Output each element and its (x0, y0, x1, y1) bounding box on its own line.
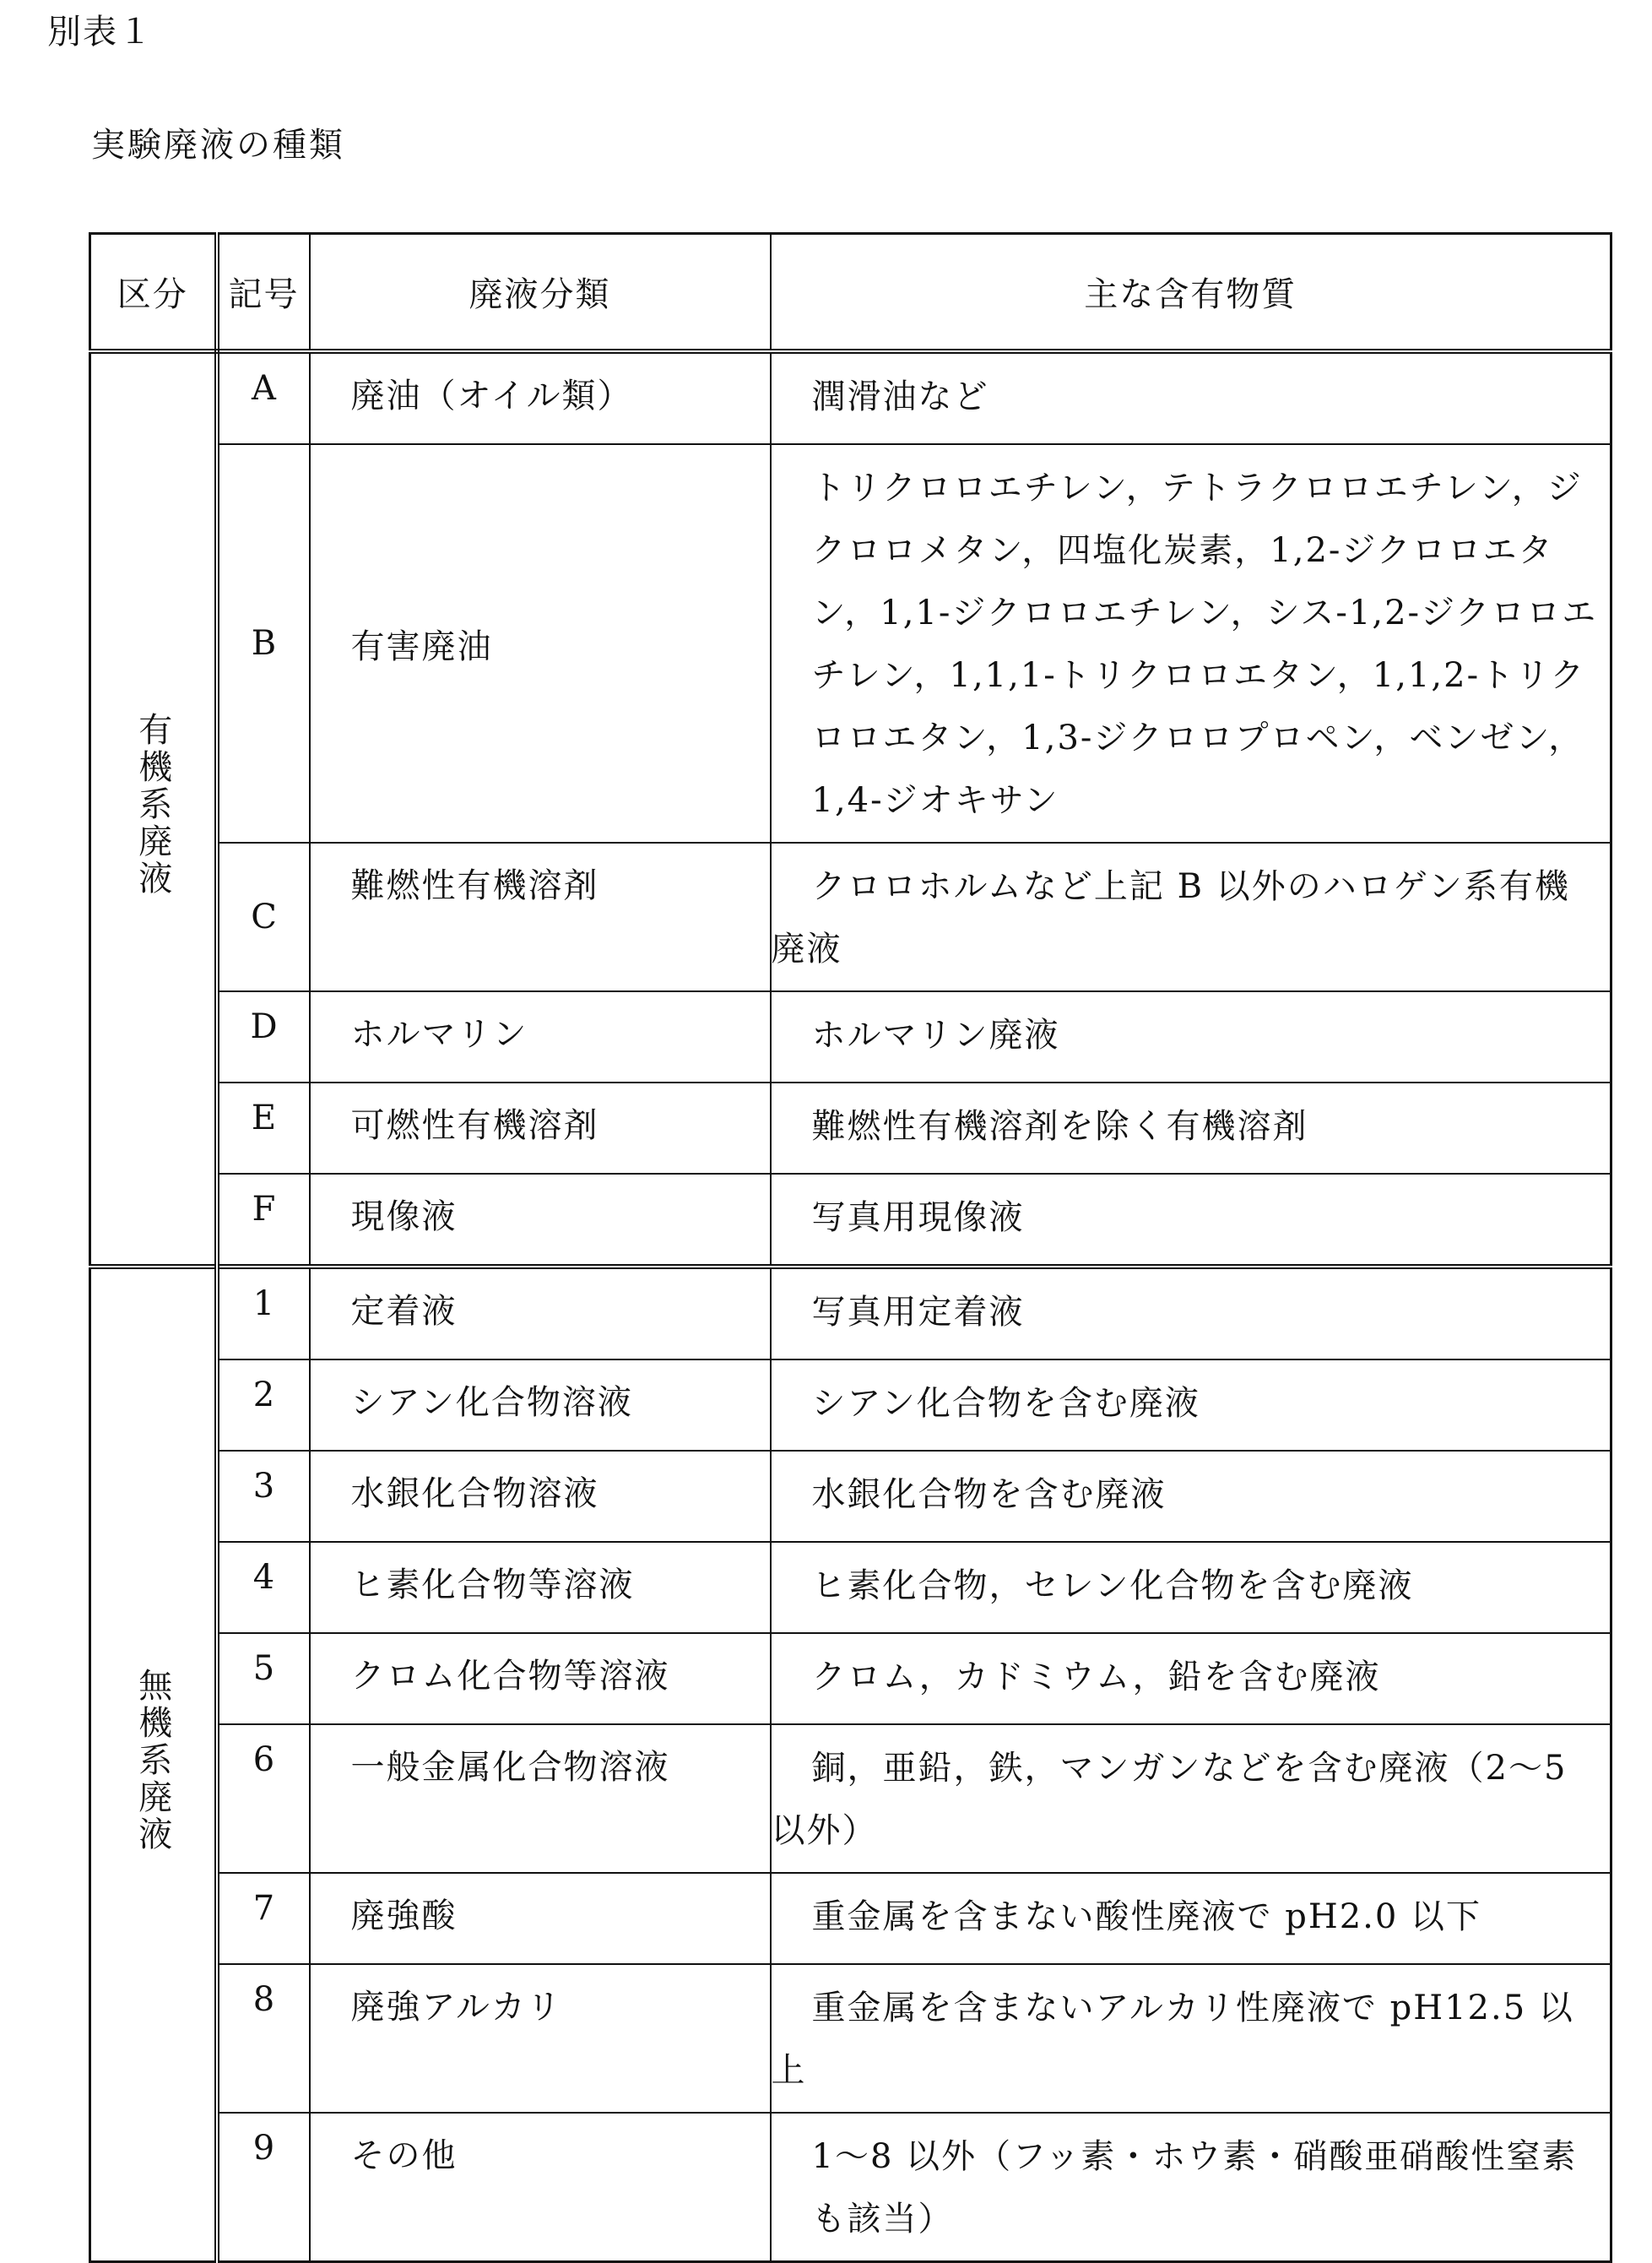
classification-cell: クロム化合物等溶液 (310, 1633, 771, 1724)
table-row (90, 1083, 1611, 1174)
table-row (90, 444, 1611, 843)
substances-cell (771, 843, 1611, 991)
substances-cell (771, 1359, 1611, 1451)
category-cell-organic (90, 351, 217, 1267)
header-code: 記号 (217, 234, 310, 352)
table-row (90, 2113, 1611, 2262)
table-row (90, 1964, 1611, 2113)
code-cell: 1 (217, 1267, 310, 1359)
substances-cell (771, 351, 1611, 444)
table-row (90, 1174, 1611, 1267)
table-row (90, 1633, 1611, 1724)
code-cell: 5 (217, 1633, 310, 1724)
category-cell-inorganic (90, 1267, 217, 2262)
substances-text: 難燃性有機溶剤を除く有機溶剤 (811, 1107, 1308, 1146)
header-substances: 主な含有物質 (771, 234, 1611, 352)
substances-text: ホルマリン廃液 (811, 1016, 1060, 1055)
code-cell: A (217, 351, 310, 444)
substances-text: 重金属を含まない酸性廃液で pH2.0 以下 (811, 1897, 1482, 1936)
substances-text: 重金属を含まないアルカリ性廃液で pH12.5 以上 (771, 1989, 1574, 2090)
table-row (90, 1724, 1611, 1873)
substances-cell (771, 1873, 1611, 1964)
code-cell: D (217, 991, 310, 1083)
classification-cell: その他 (310, 2113, 771, 2262)
substances-cell (771, 1083, 1611, 1174)
code-cell: C (217, 843, 310, 991)
table-row (90, 1359, 1611, 1451)
code-cell: 8 (217, 1964, 310, 2113)
code-cell: 3 (217, 1451, 310, 1542)
substances-text: トリクロロエチレン，テトラクロロエチレン，ジクロロメタン，四塩化炭素，1,2-ジクロロエタン，1,1-ジクロロエチレン，シス-1,2-ジクロロエチレン，1,1,1-トリクロロエタン，1,1,2-トリクロロエタン，1,3-ジクロロプロペン，ベンゼン，1,4-ジオキサン (811, 469, 1598, 820)
classification-cell: 廃強アルカリ (310, 1964, 771, 2113)
category-label: 有機系廃液 (133, 712, 172, 898)
substances-cell (771, 1174, 1611, 1267)
waste-liquid-table (89, 232, 1612, 2263)
substances-cell (771, 1267, 1611, 1359)
code-cell: 9 (217, 2113, 310, 2262)
substances-cell (771, 1724, 1611, 1873)
table-row (90, 843, 1611, 991)
code-cell: 6 (217, 1724, 310, 1873)
classification-cell: 有害廃油 (310, 444, 771, 843)
classification-cell: 一般金属化合物溶液 (310, 1724, 771, 1873)
substances-cell (771, 991, 1611, 1083)
document-title: 実験廃液の種類 (91, 126, 345, 165)
category-label: 無機系廃液 (133, 1668, 172, 1853)
substances-cell (771, 1964, 1611, 2113)
substances-text: ヒ素化合物，セレン化合物を含む廃液 (811, 1566, 1414, 1605)
table-row (90, 991, 1611, 1083)
classification-cell: 可燃性有機溶剤 (310, 1083, 771, 1174)
table-row (90, 1267, 1611, 1359)
classification-cell: 水銀化合物溶液 (310, 1451, 771, 1542)
substances-cell (771, 444, 1611, 843)
substances-text: シアン化合物を含む廃液 (811, 1384, 1200, 1423)
code-cell: F (217, 1174, 310, 1267)
annex-label: 別表１ (47, 13, 154, 52)
substances-cell (771, 1542, 1611, 1633)
classification-cell: 難燃性有機溶剤 (310, 843, 771, 991)
code-cell: 7 (217, 1873, 310, 1964)
substances-cell (771, 1451, 1611, 1542)
code-cell: E (217, 1083, 310, 1174)
substances-text: 水銀化合物を含む廃液 (811, 1475, 1167, 1514)
classification-cell: 定着液 (310, 1267, 771, 1359)
substances-cell (771, 2113, 1611, 2262)
substances-text: 潤滑油など (811, 377, 989, 416)
classification-cell: ホルマリン (310, 991, 771, 1083)
substances-text: 1～8 以外（フッ素・ホウ素・硝酸亜硝酸性窒素も該当） (811, 2137, 1578, 2239)
classification-cell: 廃油（オイル類） (310, 351, 771, 444)
header-row (90, 234, 1611, 352)
classification-cell: 現像液 (310, 1174, 771, 1267)
classification-cell: ヒ素化合物等溶液 (310, 1542, 771, 1633)
substances-cell (771, 1633, 1611, 1724)
code-cell: 4 (217, 1542, 310, 1633)
classification-cell: シアン化合物溶液 (310, 1359, 771, 1451)
substances-text: 写真用定着液 (811, 1293, 1025, 1332)
substances-text: 写真用現像液 (811, 1198, 1025, 1237)
table-row (90, 1542, 1611, 1633)
classification-cell: 廃強酸 (310, 1873, 771, 1964)
table-row (90, 351, 1611, 444)
code-cell: B (217, 444, 310, 843)
table-row (90, 1451, 1611, 1542)
header-classification: 廃液分類 (310, 234, 771, 352)
substances-text: クロロホルムなど上記 B 以外のハロゲン系有機廃液 (771, 867, 1570, 969)
header-category: 区分 (90, 234, 217, 352)
table-row (90, 1873, 1611, 1964)
code-cell: 2 (217, 1359, 310, 1451)
substances-text: 銅，亜鉛，鉄，マンガンなどを含む廃液（2～5 以外） (771, 1749, 1568, 1850)
substances-text: クロム，カドミウム，鉛を含む廃液 (811, 1658, 1381, 1696)
